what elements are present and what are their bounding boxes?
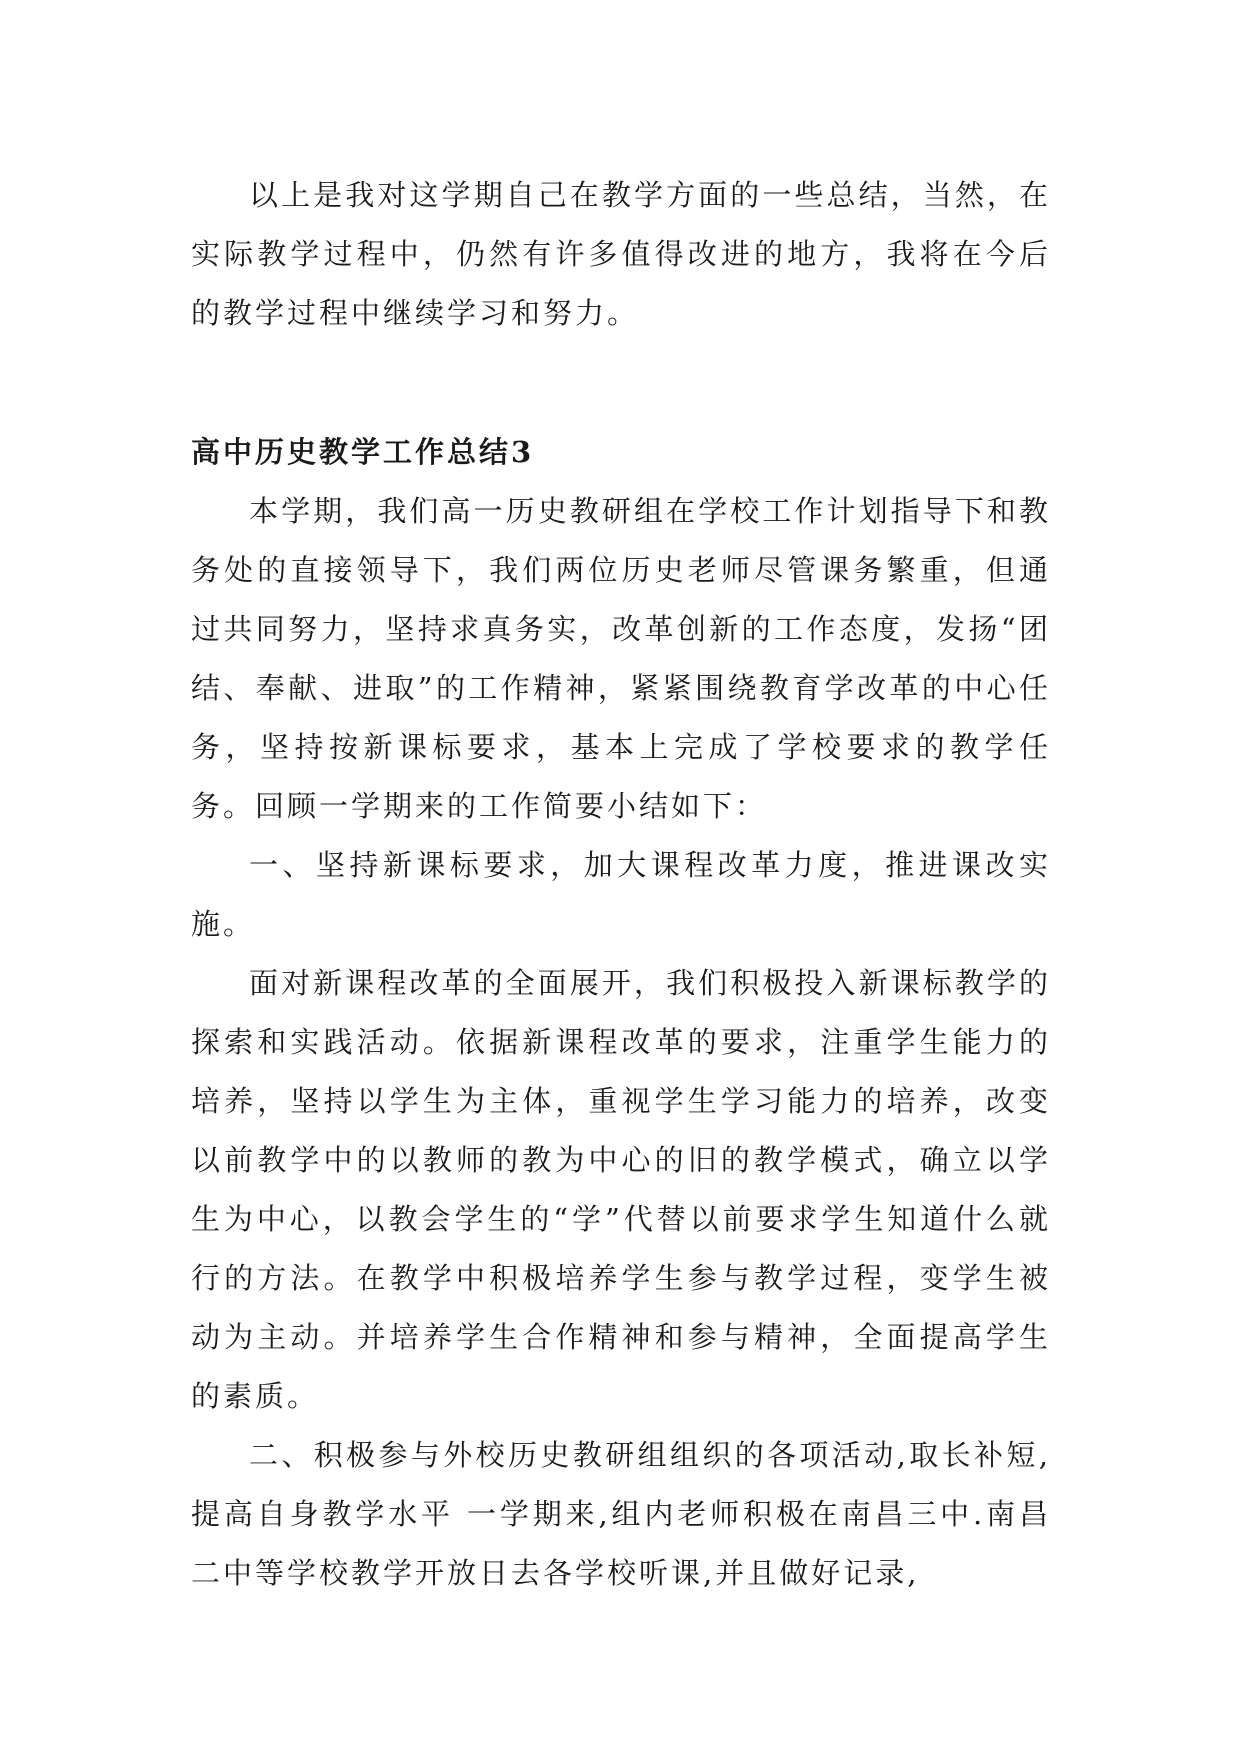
body-paragraph-4: 二、积极参与外校历史教研组组织的各项活动,取长补短,提高自身教学水平 一学期来,组内老师积极在南昌三中.南昌二中等学校教学开放日去各学校听课,并且做好记录, xyxy=(191,1438,1051,1590)
intro-paragraph: 以上是我对这学期自己在教学方面的一些总结，当然，在实际教学过程中，仍然有许多值得改进的地方，我将在今后的教学过程中继续学习和努力。 xyxy=(191,178,1051,330)
body-paragraph-1: 本学期，我们高一历史教研组在学校工作计划指导下和教务处的直接领导下，我们两位历史老师尽管课务繁重，但通过共同努力，坚持求真务实，改革创新的工作态度，发扬“团结、奉献、进取”的工作精神，紧紧围绕教育学改革的中心任务，坚持按新课标要求，基本上完成了学校要求的教学任务。回顾一学期来的工作简要小结如下： xyxy=(191,494,1051,823)
body-paragraph-3: 面对新课程改革的全面展开，我们积极投入新课标教学的探索和实践活动。依据新课程改革的要求，注重学生能力的培养，坚持以学生为主体，重视学生学习能力的培养，改变以前教学中的以教师的教为中心的旧的教学模式，确立以学生为中心，以教会学生的“学”代替以前要求学生知道什么就行的方法。在教学中积极培养学生参与教学过程，变学生被动为主动。并培养学生合作精神和参与精神，全面提高学生的素质。 xyxy=(191,966,1051,1413)
document-body xyxy=(191,166,1051,1603)
body-paragraph-2: 一、坚持新课标要求，加大课程改革力度，推进课改实施。 xyxy=(191,848,1051,941)
section-title: 高中历史教学工作总结3 xyxy=(191,435,535,469)
